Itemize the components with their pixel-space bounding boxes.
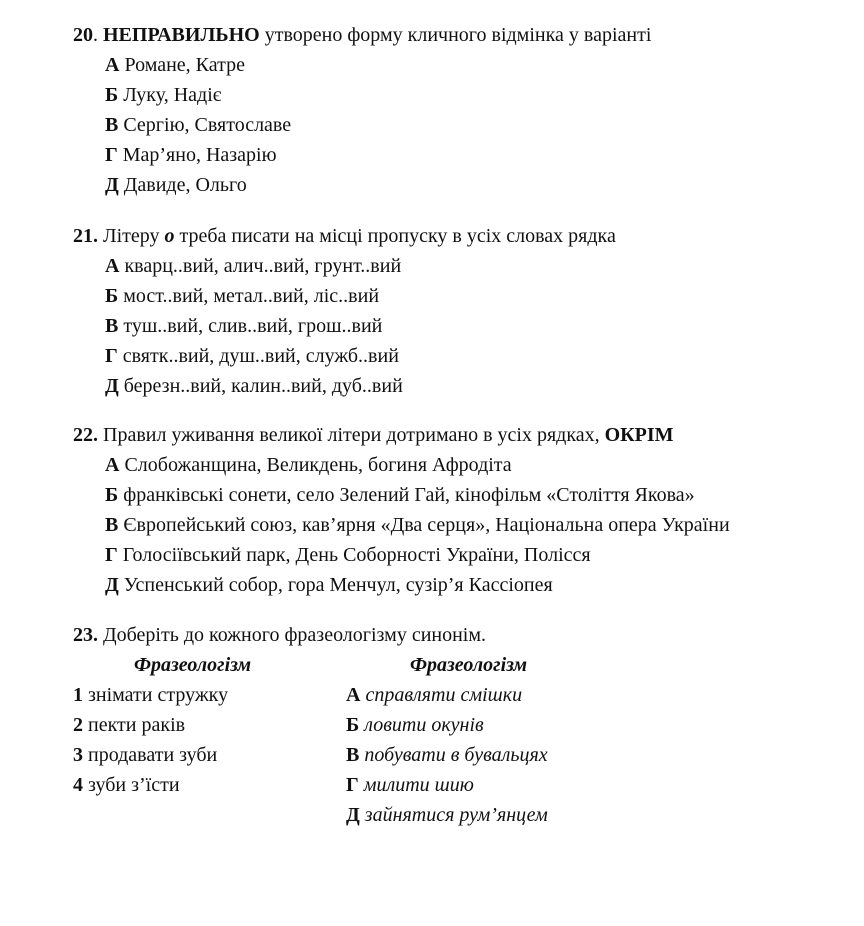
q21-option-a — [105, 253, 401, 279]
item-number: 3 — [73, 744, 83, 766]
option-letter: В — [105, 514, 119, 536]
item-number: 2 — [73, 714, 83, 736]
option-text: Успенський собор, гора Менчул, сузір’я Кассіопея — [118, 574, 553, 596]
left-column-header: Фразеологізм — [134, 654, 252, 676]
option-letter: Г — [105, 144, 118, 166]
question-number: 20 — [73, 24, 93, 46]
left-item-2 — [73, 712, 185, 738]
question-text: треба писати на місці пропуску в усіх словах рядка — [174, 225, 616, 247]
question-20: 20. НЕПРАВИЛЬНО утворено форму кличного відмінка у варіанті — [73, 24, 652, 46]
q21-option-d — [105, 343, 399, 369]
question-21 — [73, 223, 616, 249]
item-text: продавати зуби — [83, 744, 218, 766]
item-number: 1 — [73, 684, 83, 706]
question-22 — [73, 422, 674, 448]
question-emphasis: НЕПРАВИЛЬНО — [103, 24, 260, 46]
option-letter: А — [105, 255, 120, 277]
item-letter: Г — [346, 774, 359, 796]
question-number: 21. — [73, 225, 98, 247]
question-23 — [73, 622, 486, 648]
option-text: мост..вий, метал..вий, ліс..вий — [118, 285, 380, 307]
item-text: пекти раків — [83, 714, 186, 736]
q22-option-d — [105, 542, 591, 568]
left-item-4 — [73, 772, 180, 798]
q21-option-c — [105, 313, 382, 339]
option-text: березн..вий, калин..вий, дуб..вий — [118, 375, 403, 397]
right-item-a — [346, 682, 522, 708]
option-text: Мар’яно, Назарію — [117, 144, 277, 166]
right-item-d — [346, 772, 474, 798]
option-letter: Д — [105, 574, 119, 596]
option-letter: Г — [105, 544, 118, 566]
option-letter: Г — [105, 345, 118, 367]
option-text: Європейський союз, кав’ярня «Два серця», Національна опера України — [118, 514, 730, 536]
option-letter: А — [105, 454, 120, 476]
item-letter: А — [346, 684, 361, 706]
option-letter: Д — [105, 174, 119, 196]
option-letter: Б — [105, 285, 119, 307]
option-text: Голосіївський парк, День Соборності України, Полісся — [117, 544, 591, 566]
right-item-b — [346, 712, 484, 738]
option-text: Давиде, Ольго — [118, 174, 247, 196]
q21-option-e — [105, 373, 403, 399]
q20-option-a — [105, 52, 245, 78]
item-text: побувати в бувальцях — [359, 744, 548, 766]
item-text: зуби з’їсти — [83, 774, 180, 796]
option-text: Слобожанщина, Великдень, богиня Афродіта — [119, 454, 512, 476]
right-column-header: Фразеологізм — [410, 654, 528, 676]
question-text: Доберіть до кожного фразеологізму синонім. — [98, 624, 487, 646]
question-emphasis: ОКРІМ — [604, 424, 674, 446]
item-text: ловити окунів — [359, 714, 484, 736]
left-item-3 — [73, 742, 217, 768]
option-text: Сергію, Святославе — [118, 114, 292, 136]
item-letter: Д — [346, 804, 360, 826]
question-letter: о — [164, 225, 175, 247]
q22-option-c — [105, 512, 730, 538]
option-text: Романе, Катре — [119, 54, 245, 76]
item-text: зайнятися рум’янцем — [359, 804, 548, 826]
q20-option-e — [105, 172, 247, 198]
option-letter: Д — [105, 375, 119, 397]
left-item-1 — [73, 682, 228, 708]
question-text: Літеру — [98, 225, 165, 247]
option-text: Луку, Надіє — [118, 84, 222, 106]
q20-option-c — [105, 112, 291, 138]
question-number: 22. — [73, 424, 98, 446]
q22-option-b — [105, 482, 695, 508]
option-letter: А — [105, 54, 120, 76]
q22-option-e — [105, 572, 553, 598]
item-letter: В — [346, 744, 360, 766]
item-letter: Б — [346, 714, 360, 736]
option-text: кварц..вий, алич..вий, грунт..вий — [119, 255, 402, 277]
option-letter: В — [105, 315, 119, 337]
option-text: франківські сонети, село Зелений Гай, кінофільм «Століття Якова» — [118, 484, 695, 506]
q22-option-a — [105, 452, 512, 478]
item-text: справляти смішки — [360, 684, 523, 706]
q21-option-b — [105, 283, 379, 309]
option-letter: Б — [105, 484, 119, 506]
q20-option-d — [105, 142, 277, 168]
item-number: 4 — [73, 774, 83, 796]
question-number: 23. — [73, 624, 98, 646]
right-item-e — [346, 802, 548, 828]
option-text: святк..вий, душ..вий, служб..вий — [117, 345, 399, 367]
right-item-c — [346, 742, 548, 768]
option-letter: Б — [105, 84, 119, 106]
item-text: милити шию — [358, 774, 474, 796]
option-text: туш..вий, слив..вий, грош..вий — [118, 315, 383, 337]
q20-option-b — [105, 82, 221, 108]
item-text: знімати стружку — [83, 684, 229, 706]
option-letter: В — [105, 114, 119, 136]
question-text: утворено форму кличного відмінка у варіанті — [259, 24, 652, 46]
question-text: Правил уживання великої літери дотримано в усіх рядках, — [98, 424, 605, 446]
